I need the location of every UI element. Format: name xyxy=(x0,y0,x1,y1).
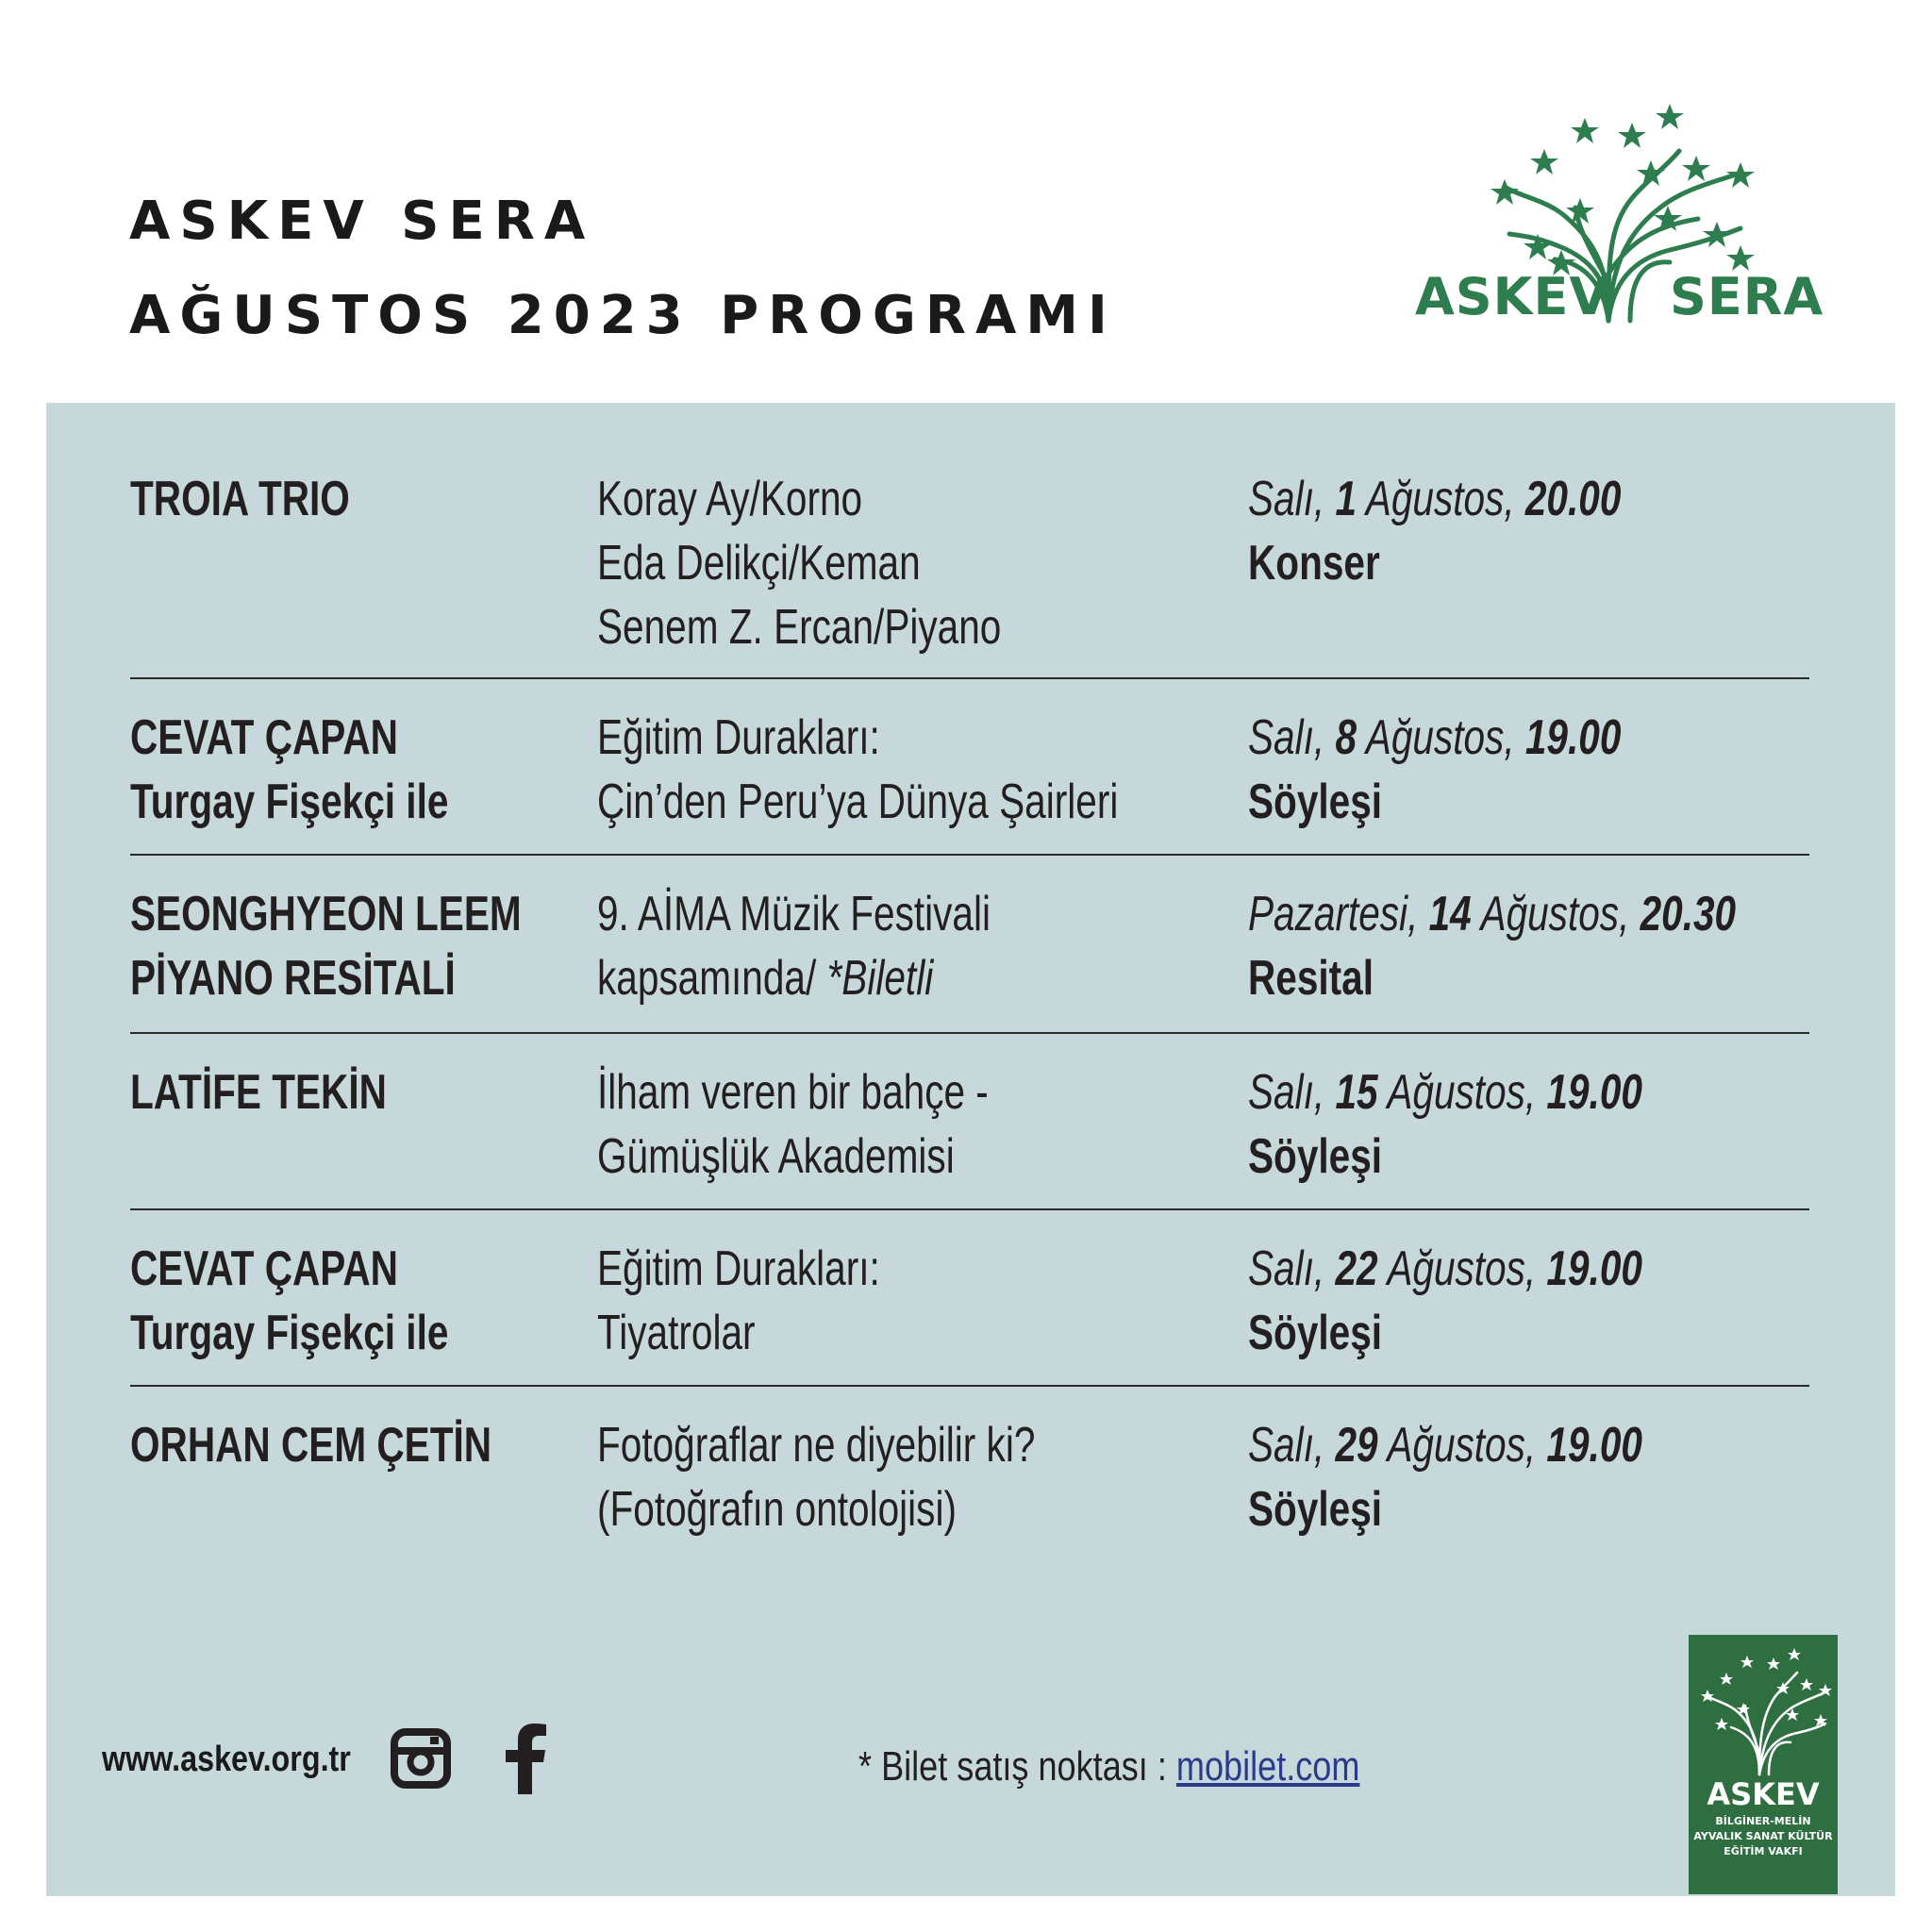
event-description: Koray Ay/Korno Eda Delikçi/Keman Senem Z. Ercan/Piyano xyxy=(597,472,1002,655)
instagram-icon[interactable] xyxy=(391,1728,451,1793)
title-line-2: AĞUSTOS 2023 PROGRAMI xyxy=(129,285,1117,346)
table-row xyxy=(130,1034,1809,1210)
event-description: Eğitim Durakları: Çin’den Peru’ya Dünya Şairleri xyxy=(597,710,1119,829)
event-date: Salı, 15 Ağustos, 19.00 Söyleşi xyxy=(1248,1060,1642,1189)
facebook-icon[interactable] xyxy=(504,1723,547,1799)
askev-sera-logo xyxy=(1415,94,1830,340)
badge-title: ASKEV xyxy=(1707,1776,1820,1812)
logo-word-sera: SERA xyxy=(1670,267,1824,326)
event-name: SEONGHYEON LEEM PİYANO RESİTALİ xyxy=(130,887,522,1006)
event-date: Pazartesi, 14 Ağustos, 20.30 Resital xyxy=(1248,882,1736,1010)
event-type: Söyleşi xyxy=(1248,1129,1383,1184)
event-name: ORHAN CEM ÇETİN xyxy=(130,1418,492,1473)
table-row xyxy=(130,856,1809,1034)
badge-subtitle: BİLGİNER-MELİN AYVALIK SANAT KÜLTÜR EĞİTİM VAKFI xyxy=(1693,1815,1833,1857)
title-line-1: ASKEV SERA xyxy=(129,191,595,252)
event-type: Söyleşi xyxy=(1248,1482,1383,1537)
table-row xyxy=(130,1210,1809,1387)
event-date: Salı, 22 Ağustos, 19.00 Söyleşi xyxy=(1248,1237,1642,1365)
event-type: Söyleşi xyxy=(1248,1306,1383,1360)
event-date: Salı, 8 Ağustos, 19.00 Söyleşi xyxy=(1248,706,1621,834)
table-row xyxy=(130,1387,1809,1547)
event-description: İlham veren bir bahçe - Gümüşlük Akademisi xyxy=(597,1065,989,1184)
logo-word-askev: ASKEV xyxy=(1415,267,1610,326)
event-type: Söyleşi xyxy=(1248,774,1383,829)
event-date: Salı, 1 Ağustos, 20.00 Konser xyxy=(1248,467,1621,595)
event-date: Salı, 29 Ağustos, 19.00 Söyleşi xyxy=(1248,1413,1642,1541)
event-type: Konser xyxy=(1248,536,1380,591)
table-row xyxy=(130,679,1809,856)
tree-stars-icon xyxy=(1689,1635,1838,1776)
event-name: CEVAT ÇAPAN Turgay Fişekçi ile xyxy=(130,1241,449,1360)
mobilet-link[interactable]: mobilet.com xyxy=(1175,1743,1360,1790)
schedule-table xyxy=(130,467,1809,1547)
table-row xyxy=(130,467,1809,679)
event-name: CEVAT ÇAPAN Turgay Fişekçi ile xyxy=(130,710,449,829)
page-title xyxy=(129,175,1117,363)
website-link[interactable]: www.askev.org.tr xyxy=(102,1740,351,1779)
askev-foundation-badge xyxy=(1689,1635,1838,1894)
event-description: 9. AİMA Müzik Festivali kapsamında/ *Biletli xyxy=(597,887,991,1006)
event-description: Fotoğraflar ne diyebilir ki? (Fotoğrafın ontolojisi) xyxy=(597,1418,1036,1537)
event-description: Eğitim Durakları: Tiyatrolar xyxy=(597,1241,880,1360)
event-name: TROIA TRIO xyxy=(130,472,350,526)
event-type: Resital xyxy=(1248,951,1374,1006)
ticket-note: * Bilet satış noktası : mobilet.com xyxy=(858,1743,1360,1790)
event-name: LATİFE TEKİN xyxy=(130,1065,387,1120)
